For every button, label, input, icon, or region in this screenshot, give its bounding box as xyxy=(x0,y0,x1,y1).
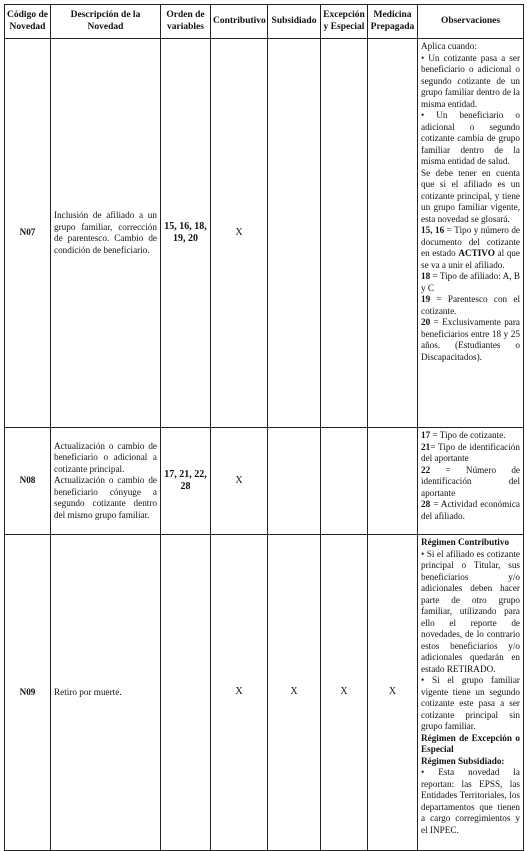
row-description: Inclusión de afiliado a un grupo familiar, corrección de parentesco. Cambio de condición de beneficiario. xyxy=(51,39,161,428)
obs-bullet: • Si el afiliado es cotizante principal o Titular, sus beneficiarios y/o adicionales deben hacer parte de otro grupo familiar, utilizando para ello el reporte de novedades, de lo contrario estos beneficiarios y/o adicionales quedarán en estado RETIRADO. xyxy=(421,548,520,674)
header-observaciones: Observaciones xyxy=(418,5,524,39)
obs-heading-text: Régimen Contributivo xyxy=(421,537,510,547)
obs-bullet: • Un cotizante pasa a ser beneficiario o adicional o segundo cotizante de un grupo familiar dentro de la misma entidad. xyxy=(421,52,520,109)
header-code: Código de Novedad xyxy=(5,5,51,39)
header-row xyxy=(5,5,524,39)
row-code: N09 xyxy=(5,535,51,851)
obs-variable-key: 19 xyxy=(421,294,431,304)
obs-variable-text: = Tipo de cotizante. xyxy=(430,430,506,440)
row-excepcion xyxy=(321,428,368,535)
row-variables xyxy=(161,535,211,851)
obs-variable-key: 20 xyxy=(421,317,431,327)
obs-variable-text: = Tipo y número de documento del cotizante en estado xyxy=(421,225,521,258)
row-excepcion: X xyxy=(321,535,368,851)
obs-heading xyxy=(421,733,520,756)
obs-variable-text: = Exclusivamente para beneficiarios entre 18 y 25 años. (Estudiantes o Discapacitados). xyxy=(421,317,520,362)
obs-variable-text: = Tipo de identificación del aportante xyxy=(421,441,520,463)
row-excepcion xyxy=(321,39,368,428)
obs-variable-text: al que se va a unir el afiliado. xyxy=(421,248,520,270)
obs-variable-line xyxy=(421,225,520,271)
row-code: N07 xyxy=(5,39,51,428)
table-row-n08 xyxy=(5,428,524,535)
row-subsidiado xyxy=(268,428,321,535)
row-description xyxy=(51,428,161,535)
obs-variable-text: = Actividad económica del afiliado. xyxy=(421,499,520,521)
row-medicina xyxy=(368,428,418,535)
row-observaciones xyxy=(418,39,524,428)
obs-variable-key: 18 xyxy=(421,271,431,281)
row-description: Retiro por muerte. xyxy=(51,535,161,851)
row-observaciones xyxy=(418,428,524,535)
row-medicina xyxy=(368,39,418,428)
novedades-table xyxy=(4,4,524,851)
obs-bullet: • Un beneficiario o adicional o segundo cotizante cambia de grupo familiar dentro de la misma entidad de salud. xyxy=(421,110,520,166)
row-subsidiado xyxy=(268,39,321,428)
table-row-n09 xyxy=(5,535,524,851)
obs-variable-line xyxy=(421,294,520,317)
obs-variable-line xyxy=(421,442,520,465)
obs-variable-text: = Tipo de afiliado: A, B y C xyxy=(421,271,520,293)
obs-bullet: • Esta novedad la reportan: las EPSS, las Entidades Territoriales, los departamentos que tienen a cargo corregimientos y el INPEC. xyxy=(421,767,520,835)
table-row-n07 xyxy=(5,39,524,428)
obs-variable-text: = Parentesco con el cotizante. xyxy=(421,294,520,316)
obs-bullet: • Si el grupo familiar vigente tiene un segundo cotizante este pasa a ser cotizante principal sin grupo familiar. xyxy=(421,675,520,731)
obs-variable-line xyxy=(421,430,520,442)
obs-variable-key: 21 xyxy=(421,441,431,452)
obs-variable-key: 28 xyxy=(421,499,431,509)
obs-intro: Aplica cuando: xyxy=(421,41,477,51)
row-code: N08 xyxy=(5,428,51,535)
description-line: Actualización o cambio de beneficiario o adicional a cotizante principal. xyxy=(54,440,157,474)
header-excepcion: Excepción y Especial xyxy=(321,5,368,39)
row-variables: 15, 16, 18, 19, 20 xyxy=(161,39,211,428)
row-subsidiado: X xyxy=(268,535,321,851)
obs-bold-term: ACTIVO xyxy=(458,248,495,258)
row-contributivo: X xyxy=(211,535,268,851)
obs-note: Se debe tener en cuenta que si el afiliado es un cotizante principal, y tiene un grupo familiar vigente, esta novedad se glosará. xyxy=(421,167,520,224)
obs-variable-line xyxy=(421,499,520,522)
row-medicina: X xyxy=(368,535,418,851)
row-observaciones xyxy=(418,535,524,851)
row-contributivo: X xyxy=(211,39,268,428)
obs-heading-text: Régimen de Excepción o Especial xyxy=(421,732,520,754)
obs-variable-text: = Número de identificación del aportante xyxy=(421,464,520,498)
row-variables: 17, 21, 22, 28 xyxy=(161,428,211,535)
header-variables: Orden de variables xyxy=(161,5,211,39)
row-contributivo: X xyxy=(211,428,268,535)
header-subsidiado: Subsidiado xyxy=(268,5,321,39)
obs-variable-key: 22 xyxy=(421,464,431,475)
obs-variable-line xyxy=(421,317,520,363)
obs-variable-line xyxy=(421,465,520,500)
obs-variable-key: 17 xyxy=(421,430,431,440)
obs-heading xyxy=(421,756,520,768)
obs-heading xyxy=(421,537,520,549)
header-description: Descripción de la Novedad xyxy=(51,5,161,39)
header-medicina: Medicina Prepagada xyxy=(368,5,418,39)
obs-variable-line xyxy=(421,271,520,294)
obs-heading-text: Régimen Subsidiado: xyxy=(421,755,505,766)
header-contributivo: Contributivo xyxy=(211,5,268,39)
description-line: Actualización o cambio de beneficiario cónyuge a segundo cotizante dentro del mismo grupo familiar. xyxy=(54,475,157,520)
obs-variable-key: 15, 16 xyxy=(421,225,445,235)
